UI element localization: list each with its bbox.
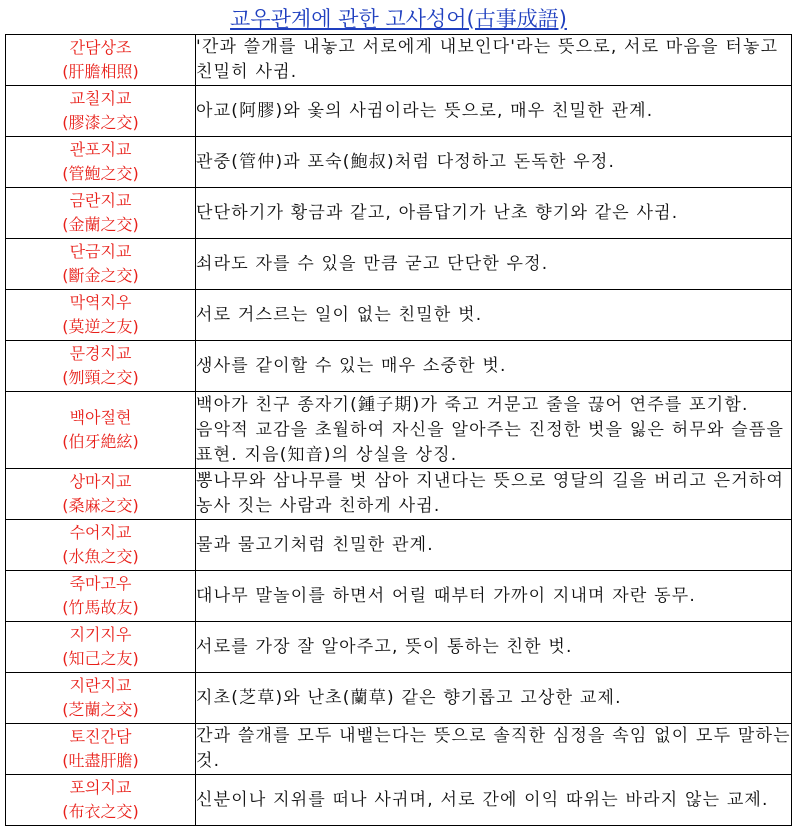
- idiom-meaning: 지초(芝草)와 난초(蘭草) 같은 향기롭고 고상한 교제.: [196, 673, 792, 724]
- idiom-word: 토진간담: [69, 727, 132, 746]
- idiom-meaning: 서로 거스르는 일이 없는 친밀한 벗.: [196, 290, 792, 341]
- idiom-term-cell: [6, 520, 196, 571]
- idiom-meaning: '간과 쓸개를 내놓고 서로에게 내보인다'라는 뜻으로, 서로 마음을 터놓고 친밀히 사귐.: [196, 35, 792, 86]
- idiom-table: [5, 34, 792, 826]
- idiom-table-body: [6, 35, 792, 826]
- idiom-meaning: 간과 쓸개를 모두 내뱉는다는 뜻으로 솔직한 심정을 속임 없이 모두 말하는 것.: [196, 724, 792, 775]
- idiom-hanja: (吐盡肝膽): [62, 751, 139, 770]
- idiom-word: 죽마고우: [69, 574, 132, 593]
- idiom-word: 막역지우: [69, 293, 132, 312]
- idiom-term-cell: [6, 35, 196, 86]
- idiom-word: 지란지교: [69, 676, 132, 695]
- idiom-meaning: 단단하기가 황금과 같고, 아름답기가 난초 향기와 같은 사귐.: [196, 188, 792, 239]
- idiom-hanja: (膠漆之交): [62, 113, 139, 132]
- idiom-row: [6, 571, 792, 622]
- idiom-term-cell: [6, 571, 196, 622]
- idiom-word: 수어지교: [69, 523, 132, 542]
- idiom-word: 간담상조: [69, 38, 132, 57]
- idiom-row: [6, 86, 792, 137]
- idiom-term-cell: [6, 188, 196, 239]
- idiom-word: 문경지교: [69, 344, 132, 363]
- idiom-hanja: (金蘭之交): [62, 215, 139, 234]
- idiom-term-cell: [6, 673, 196, 724]
- idiom-meaning: 물과 물고기처럼 친밀한 관계.: [196, 520, 792, 571]
- idiom-word: 교칠지교: [69, 89, 132, 108]
- idiom-term-cell: [6, 290, 196, 341]
- idiom-word: 상마지교: [69, 472, 132, 491]
- idiom-row: [6, 673, 792, 724]
- idiom-hanja: (桑麻之交): [62, 496, 139, 515]
- idiom-row: [6, 137, 792, 188]
- idiom-word: 지기지우: [69, 625, 132, 644]
- idiom-word: 관포지교: [69, 140, 132, 159]
- idiom-row: [6, 239, 792, 290]
- page-title: 교우관계에 관한 고사성어(古事成語): [230, 7, 567, 31]
- idiom-hanja: (莫逆之友): [62, 317, 139, 336]
- idiom-word: 금란지교: [69, 191, 132, 210]
- idiom-meaning: 관중(管仲)과 포숙(鮑叔)처럼 다정하고 돈독한 우정.: [196, 137, 792, 188]
- idiom-meaning: 대나무 말놀이를 하면서 어릴 때부터 가까이 지내며 자란 동무.: [196, 571, 792, 622]
- idiom-hanja: (芝蘭之交): [62, 700, 139, 719]
- idiom-word: 백아절현: [69, 408, 132, 427]
- idiom-term-cell: [6, 469, 196, 520]
- idiom-word: 포의지교: [69, 778, 132, 797]
- idiom-meaning: 뽕나무와 삼나무를 벗 삼아 지낸다는 뜻으로 영달의 길을 버리고 은거하여 농사 짓는 사람과 친하게 사귐.: [196, 469, 792, 520]
- idiom-hanja: (水魚之交): [62, 547, 139, 566]
- idiom-hanja: (知己之友): [62, 649, 139, 668]
- idiom-word: 단금지교: [69, 242, 132, 261]
- idiom-meaning: 서로를 가장 잘 알아주고, 뜻이 통하는 친한 벗.: [196, 622, 792, 673]
- idiom-hanja: (刎頸之交): [62, 368, 139, 387]
- idiom-row: [6, 35, 792, 86]
- idiom-hanja: (布衣之交): [62, 802, 139, 821]
- idiom-term-cell: [6, 392, 196, 469]
- idiom-term-cell: [6, 724, 196, 775]
- idiom-row: [6, 775, 792, 826]
- idiom-term-cell: [6, 622, 196, 673]
- idiom-term-cell: [6, 341, 196, 392]
- idiom-meaning: 생사를 같이할 수 있는 매우 소중한 벗.: [196, 341, 792, 392]
- idiom-hanja: (竹馬故友): [62, 598, 139, 617]
- idiom-hanja: (伯牙絶絃): [62, 432, 139, 451]
- idiom-term-cell: [6, 137, 196, 188]
- idiom-row: [6, 520, 792, 571]
- idiom-term-cell: [6, 775, 196, 826]
- idiom-meaning: 신분이나 지위를 떠나 사귀며, 서로 간에 이익 따위는 바라지 않는 교제.: [196, 775, 792, 826]
- idiom-row: [6, 724, 792, 775]
- idiom-row: [6, 188, 792, 239]
- idiom-meaning: 쇠라도 자를 수 있을 만큼 굳고 단단한 우정.: [196, 239, 792, 290]
- idiom-row: [6, 341, 792, 392]
- idiom-meaning: 아교(阿膠)와 옻의 사귐이라는 뜻으로, 매우 친밀한 관계.: [196, 86, 792, 137]
- idiom-meaning: 백아가 친구 종자기(鍾子期)가 죽고 거문고 줄을 끊어 연주를 포기함. 음악적 교감을 초월하여 자신을 알아주는 진정한 벗을 잃은 허무와 슬픔을 표현. 지음(知音)의 상실을 상징.: [196, 392, 792, 469]
- idiom-row: [6, 290, 792, 341]
- idiom-hanja: (斷金之交): [62, 266, 139, 285]
- idiom-hanja: (管鮑之交): [62, 164, 139, 183]
- idiom-row: [6, 622, 792, 673]
- idiom-row: [6, 392, 792, 469]
- idiom-hanja: (肝膽相照): [62, 62, 139, 81]
- idiom-term-cell: [6, 86, 196, 137]
- idiom-row: [6, 469, 792, 520]
- idiom-term-cell: [6, 239, 196, 290]
